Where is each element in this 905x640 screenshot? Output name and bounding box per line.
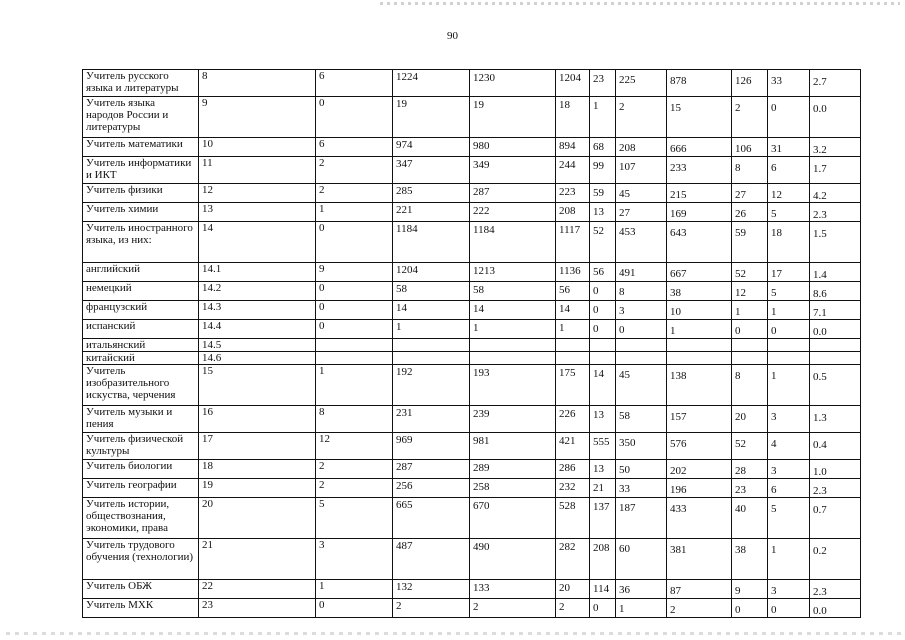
cell-value: 28 <box>732 460 768 479</box>
cell-value: 1.7 <box>810 157 861 184</box>
cell-value: 258 <box>470 479 556 498</box>
row-number: 23 <box>199 599 316 618</box>
row-label: французский <box>83 301 199 320</box>
cell-value: 56 <box>590 263 616 282</box>
cell-value: 1 <box>393 320 470 339</box>
cell-value: 99 <box>590 157 616 184</box>
cell-value: 286 <box>556 460 590 479</box>
cell-value: 13 <box>590 406 616 433</box>
cell-value: 52 <box>590 222 616 263</box>
cell-value: 6 <box>768 479 810 498</box>
cell-value: 0 <box>616 320 667 339</box>
table-row <box>83 70 861 97</box>
row-label: Учитель трудового обучения (технологии) <box>83 539 199 580</box>
table-row <box>83 203 861 222</box>
table-row <box>83 339 861 352</box>
cell-value: 3 <box>316 539 393 580</box>
cell-value: 487 <box>393 539 470 580</box>
cell-value: 287 <box>470 184 556 203</box>
cell-value: 1 <box>768 539 810 580</box>
cell-value: 1 <box>768 365 810 406</box>
cell-value: 0 <box>768 599 810 618</box>
cell-value: 0 <box>590 599 616 618</box>
cell-value: 21 <box>590 479 616 498</box>
cell-value: 13 <box>590 460 616 479</box>
row-label: Учитель физики <box>83 184 199 203</box>
row-number: 12 <box>199 184 316 203</box>
cell-value: 349 <box>470 157 556 184</box>
table-row <box>83 352 861 365</box>
cell-value: 52 <box>732 433 768 460</box>
row-number: 14.2 <box>199 282 316 301</box>
cell-value: 0.2 <box>810 539 861 580</box>
row-number: 20 <box>199 498 316 539</box>
cell-value <box>316 352 393 365</box>
cell-value: 2.3 <box>810 580 861 599</box>
cell-value: 59 <box>732 222 768 263</box>
cell-value: 208 <box>616 138 667 157</box>
cell-value: 0.5 <box>810 365 861 406</box>
cell-value: 0 <box>316 320 393 339</box>
cell-value: 19 <box>393 97 470 138</box>
row-label: Учитель иностранного языка, из них: <box>83 222 199 263</box>
cell-value: 3 <box>768 460 810 479</box>
cell-value: 7.1 <box>810 301 861 320</box>
cell-value: 282 <box>556 539 590 580</box>
cell-value: 13 <box>590 203 616 222</box>
cell-value: 5 <box>316 498 393 539</box>
cell-value: 233 <box>667 157 732 184</box>
cell-value: 56 <box>556 282 590 301</box>
cell-value: 1.5 <box>810 222 861 263</box>
row-label: испанский <box>83 320 199 339</box>
cell-value: 8.6 <box>810 282 861 301</box>
row-label: немецкий <box>83 282 199 301</box>
table-row <box>83 539 861 580</box>
cell-value: 0 <box>316 222 393 263</box>
row-number: 14.6 <box>199 352 316 365</box>
cell-value: 0 <box>590 301 616 320</box>
cell-value: 1184 <box>470 222 556 263</box>
table-row <box>83 222 861 263</box>
cell-value: 643 <box>667 222 732 263</box>
cell-value: 981 <box>470 433 556 460</box>
row-number: 14.4 <box>199 320 316 339</box>
cell-value: 20 <box>556 580 590 599</box>
cell-value: 0.7 <box>810 498 861 539</box>
row-label: Учитель МХК <box>83 599 199 618</box>
scan-artifact-bottom <box>6 632 901 635</box>
cell-value: 15 <box>667 97 732 138</box>
table-row <box>83 580 861 599</box>
row-number: 22 <box>199 580 316 599</box>
cell-value: 14 <box>470 301 556 320</box>
cell-value: 2 <box>470 599 556 618</box>
cell-value: 0.0 <box>810 320 861 339</box>
cell-value: 225 <box>616 70 667 97</box>
cell-value: 58 <box>393 282 470 301</box>
cell-value: 0 <box>768 320 810 339</box>
cell-value: 287 <box>393 460 470 479</box>
cell-value: 20 <box>732 406 768 433</box>
cell-value: 969 <box>393 433 470 460</box>
row-label: китайский <box>83 352 199 365</box>
cell-value: 14 <box>556 301 590 320</box>
cell-value: 0 <box>590 282 616 301</box>
row-label: Учитель истории, обществознания, экономики, права <box>83 498 199 539</box>
table-row <box>83 263 861 282</box>
row-number: 13 <box>199 203 316 222</box>
cell-value <box>768 339 810 352</box>
table-row <box>83 320 861 339</box>
cell-value: 239 <box>470 406 556 433</box>
cell-value: 10 <box>667 301 732 320</box>
row-number: 15 <box>199 365 316 406</box>
cell-value: 1.3 <box>810 406 861 433</box>
cell-value: 208 <box>556 203 590 222</box>
cell-value: 60 <box>616 539 667 580</box>
scan-artifact-top <box>380 2 900 5</box>
cell-value: 45 <box>616 365 667 406</box>
row-label: Учитель ОБЖ <box>83 580 199 599</box>
row-label: Учитель химии <box>83 203 199 222</box>
cell-value: 2 <box>732 97 768 138</box>
cell-value: 114 <box>590 580 616 599</box>
cell-value: 175 <box>556 365 590 406</box>
cell-value: 208 <box>590 539 616 580</box>
cell-value: 2 <box>616 97 667 138</box>
table-row <box>83 498 861 539</box>
cell-value: 0.0 <box>810 599 861 618</box>
row-number: 14.1 <box>199 263 316 282</box>
table-row <box>83 157 861 184</box>
cell-value: 347 <box>393 157 470 184</box>
cell-value: 1230 <box>470 70 556 97</box>
cell-value: 132 <box>393 580 470 599</box>
cell-value: 27 <box>732 184 768 203</box>
row-number: 16 <box>199 406 316 433</box>
cell-value: 137 <box>590 498 616 539</box>
cell-value: 33 <box>616 479 667 498</box>
cell-value: 666 <box>667 138 732 157</box>
cell-value: 1204 <box>556 70 590 97</box>
table-row <box>83 599 861 618</box>
cell-value: 1.0 <box>810 460 861 479</box>
cell-value: 0 <box>590 320 616 339</box>
cell-value: 256 <box>393 479 470 498</box>
cell-value: 2 <box>393 599 470 618</box>
cell-value: 45 <box>616 184 667 203</box>
cell-value <box>810 352 861 365</box>
cell-value: 421 <box>556 433 590 460</box>
cell-value: 974 <box>393 138 470 157</box>
cell-value: 12 <box>768 184 810 203</box>
cell-value: 26 <box>732 203 768 222</box>
cell-value: 9 <box>316 263 393 282</box>
cell-value: 2 <box>556 599 590 618</box>
page-number: 90 <box>447 30 458 42</box>
cell-value: 1204 <box>393 263 470 282</box>
cell-value: 187 <box>616 498 667 539</box>
cell-value: 18 <box>768 222 810 263</box>
cell-value: 0.4 <box>810 433 861 460</box>
cell-value <box>616 352 667 365</box>
cell-value: 0 <box>768 97 810 138</box>
cell-value: 1 <box>590 97 616 138</box>
cell-value: 555 <box>590 433 616 460</box>
cell-value <box>590 352 616 365</box>
cell-value: 31 <box>768 138 810 157</box>
cell-value: 1224 <box>393 70 470 97</box>
cell-value: 1 <box>768 301 810 320</box>
cell-value: 0 <box>316 599 393 618</box>
row-number: 14.3 <box>199 301 316 320</box>
cell-value: 894 <box>556 138 590 157</box>
cell-value <box>616 339 667 352</box>
cell-value: 4 <box>768 433 810 460</box>
row-number: 14.5 <box>199 339 316 352</box>
cell-value: 126 <box>732 70 768 97</box>
cell-value: 12 <box>316 433 393 460</box>
cell-value <box>768 352 810 365</box>
cell-value: 196 <box>667 479 732 498</box>
cell-value: 17 <box>768 263 810 282</box>
cell-value: 1 <box>667 320 732 339</box>
cell-value: 14 <box>590 365 616 406</box>
cell-value <box>470 339 556 352</box>
cell-value: 18 <box>556 97 590 138</box>
row-label: Учитель русского языка и литературы <box>83 70 199 97</box>
cell-value: 665 <box>393 498 470 539</box>
cell-value: 491 <box>616 263 667 282</box>
cell-value: 68 <box>590 138 616 157</box>
cell-value <box>316 339 393 352</box>
cell-value: 192 <box>393 365 470 406</box>
cell-value: 0 <box>316 301 393 320</box>
cell-value: 490 <box>470 539 556 580</box>
cell-value: 5 <box>768 498 810 539</box>
cell-value: 453 <box>616 222 667 263</box>
row-label: Учитель физической культуры <box>83 433 199 460</box>
table-row <box>83 365 861 406</box>
cell-value: 215 <box>667 184 732 203</box>
row-number: 18 <box>199 460 316 479</box>
row-number: 14 <box>199 222 316 263</box>
cell-value: 33 <box>768 70 810 97</box>
cell-value: 350 <box>616 433 667 460</box>
cell-value: 244 <box>556 157 590 184</box>
cell-value: 1117 <box>556 222 590 263</box>
cell-value: 3 <box>768 580 810 599</box>
cell-value <box>393 352 470 365</box>
cell-value: 221 <box>393 203 470 222</box>
cell-value: 38 <box>732 539 768 580</box>
row-label: Учитель изобразительного искуства, черчения <box>83 365 199 406</box>
cell-value: 0 <box>316 97 393 138</box>
cell-value: 6 <box>316 70 393 97</box>
cell-value: 2 <box>316 184 393 203</box>
cell-value: 23 <box>590 70 616 97</box>
cell-value: 528 <box>556 498 590 539</box>
cell-value: 58 <box>470 282 556 301</box>
row-label: Учитель информатики и ИКТ <box>83 157 199 184</box>
cell-value: 36 <box>616 580 667 599</box>
cell-value: 226 <box>556 406 590 433</box>
cell-value: 289 <box>470 460 556 479</box>
table-row <box>83 97 861 138</box>
cell-value: 232 <box>556 479 590 498</box>
cell-value: 8 <box>732 365 768 406</box>
cell-value <box>810 339 861 352</box>
row-label: Учитель биологии <box>83 460 199 479</box>
cell-value: 40 <box>732 498 768 539</box>
cell-value: 1 <box>316 365 393 406</box>
cell-value: 2 <box>316 479 393 498</box>
cell-value: 381 <box>667 539 732 580</box>
cell-value: 23 <box>732 479 768 498</box>
row-label: Учитель языка народов России и литературы <box>83 97 199 138</box>
row-number: 21 <box>199 539 316 580</box>
row-number: 11 <box>199 157 316 184</box>
table-row <box>83 282 861 301</box>
cell-value: 1 <box>470 320 556 339</box>
table-row <box>83 433 861 460</box>
cell-value <box>556 339 590 352</box>
cell-value: 2 <box>316 157 393 184</box>
row-label: Учитель музыки и пения <box>83 406 199 433</box>
table-row <box>83 479 861 498</box>
cell-value: 59 <box>590 184 616 203</box>
cell-value: 1 <box>732 301 768 320</box>
row-number: 19 <box>199 479 316 498</box>
cell-value: 138 <box>667 365 732 406</box>
cell-value: 222 <box>470 203 556 222</box>
cell-value: 106 <box>732 138 768 157</box>
cell-value: 3.2 <box>810 138 861 157</box>
table-row <box>83 460 861 479</box>
cell-value: 14 <box>393 301 470 320</box>
table-row <box>83 406 861 433</box>
cell-value: 5 <box>768 282 810 301</box>
cell-value: 1 <box>556 320 590 339</box>
cell-value <box>393 339 470 352</box>
row-label: Учитель математики <box>83 138 199 157</box>
cell-value: 3 <box>768 406 810 433</box>
cell-value: 8 <box>316 406 393 433</box>
cell-value: 19 <box>470 97 556 138</box>
cell-value <box>590 339 616 352</box>
cell-value: 980 <box>470 138 556 157</box>
cell-value: 285 <box>393 184 470 203</box>
cell-value: 433 <box>667 498 732 539</box>
cell-value: 1184 <box>393 222 470 263</box>
cell-value: 2.3 <box>810 479 861 498</box>
cell-value: 1136 <box>556 263 590 282</box>
cell-value: 1.4 <box>810 263 861 282</box>
table-row <box>83 301 861 320</box>
row-label: Учитель географии <box>83 479 199 498</box>
cell-value: 6 <box>316 138 393 157</box>
row-number: 9 <box>199 97 316 138</box>
row-number: 8 <box>199 70 316 97</box>
cell-value: 0 <box>732 320 768 339</box>
cell-value: 1213 <box>470 263 556 282</box>
cell-value: 9 <box>732 580 768 599</box>
cell-value <box>556 352 590 365</box>
row-label: английский <box>83 263 199 282</box>
cell-value: 223 <box>556 184 590 203</box>
cell-value: 1 <box>316 580 393 599</box>
teachers-table <box>82 69 861 618</box>
cell-value: 58 <box>616 406 667 433</box>
cell-value: 157 <box>667 406 732 433</box>
cell-value: 5 <box>768 203 810 222</box>
cell-value <box>470 352 556 365</box>
cell-value: 27 <box>616 203 667 222</box>
cell-value: 38 <box>667 282 732 301</box>
cell-value: 2 <box>316 460 393 479</box>
cell-value: 1 <box>316 203 393 222</box>
cell-value: 193 <box>470 365 556 406</box>
cell-value: 2 <box>667 599 732 618</box>
cell-value: 576 <box>667 433 732 460</box>
cell-value: 0 <box>732 599 768 618</box>
cell-value <box>667 352 732 365</box>
cell-value: 52 <box>732 263 768 282</box>
cell-value: 50 <box>616 460 667 479</box>
cell-value: 670 <box>470 498 556 539</box>
cell-value: 2.7 <box>810 70 861 97</box>
row-label: итальянский <box>83 339 199 352</box>
cell-value: 1 <box>616 599 667 618</box>
cell-value: 667 <box>667 263 732 282</box>
cell-value <box>732 352 768 365</box>
cell-value <box>667 339 732 352</box>
cell-value: 0.0 <box>810 97 861 138</box>
row-number: 10 <box>199 138 316 157</box>
cell-value: 87 <box>667 580 732 599</box>
cell-value: 107 <box>616 157 667 184</box>
cell-value: 8 <box>732 157 768 184</box>
row-number: 17 <box>199 433 316 460</box>
cell-value: 169 <box>667 203 732 222</box>
cell-value: 8 <box>616 282 667 301</box>
table-row <box>83 184 861 203</box>
cell-value: 2.3 <box>810 203 861 222</box>
cell-value: 878 <box>667 70 732 97</box>
cell-value: 133 <box>470 580 556 599</box>
table-row <box>83 138 861 157</box>
cell-value: 231 <box>393 406 470 433</box>
cell-value: 12 <box>732 282 768 301</box>
cell-value: 0 <box>316 282 393 301</box>
cell-value: 3 <box>616 301 667 320</box>
cell-value: 6 <box>768 157 810 184</box>
cell-value: 202 <box>667 460 732 479</box>
cell-value: 4.2 <box>810 184 861 203</box>
cell-value <box>732 339 768 352</box>
